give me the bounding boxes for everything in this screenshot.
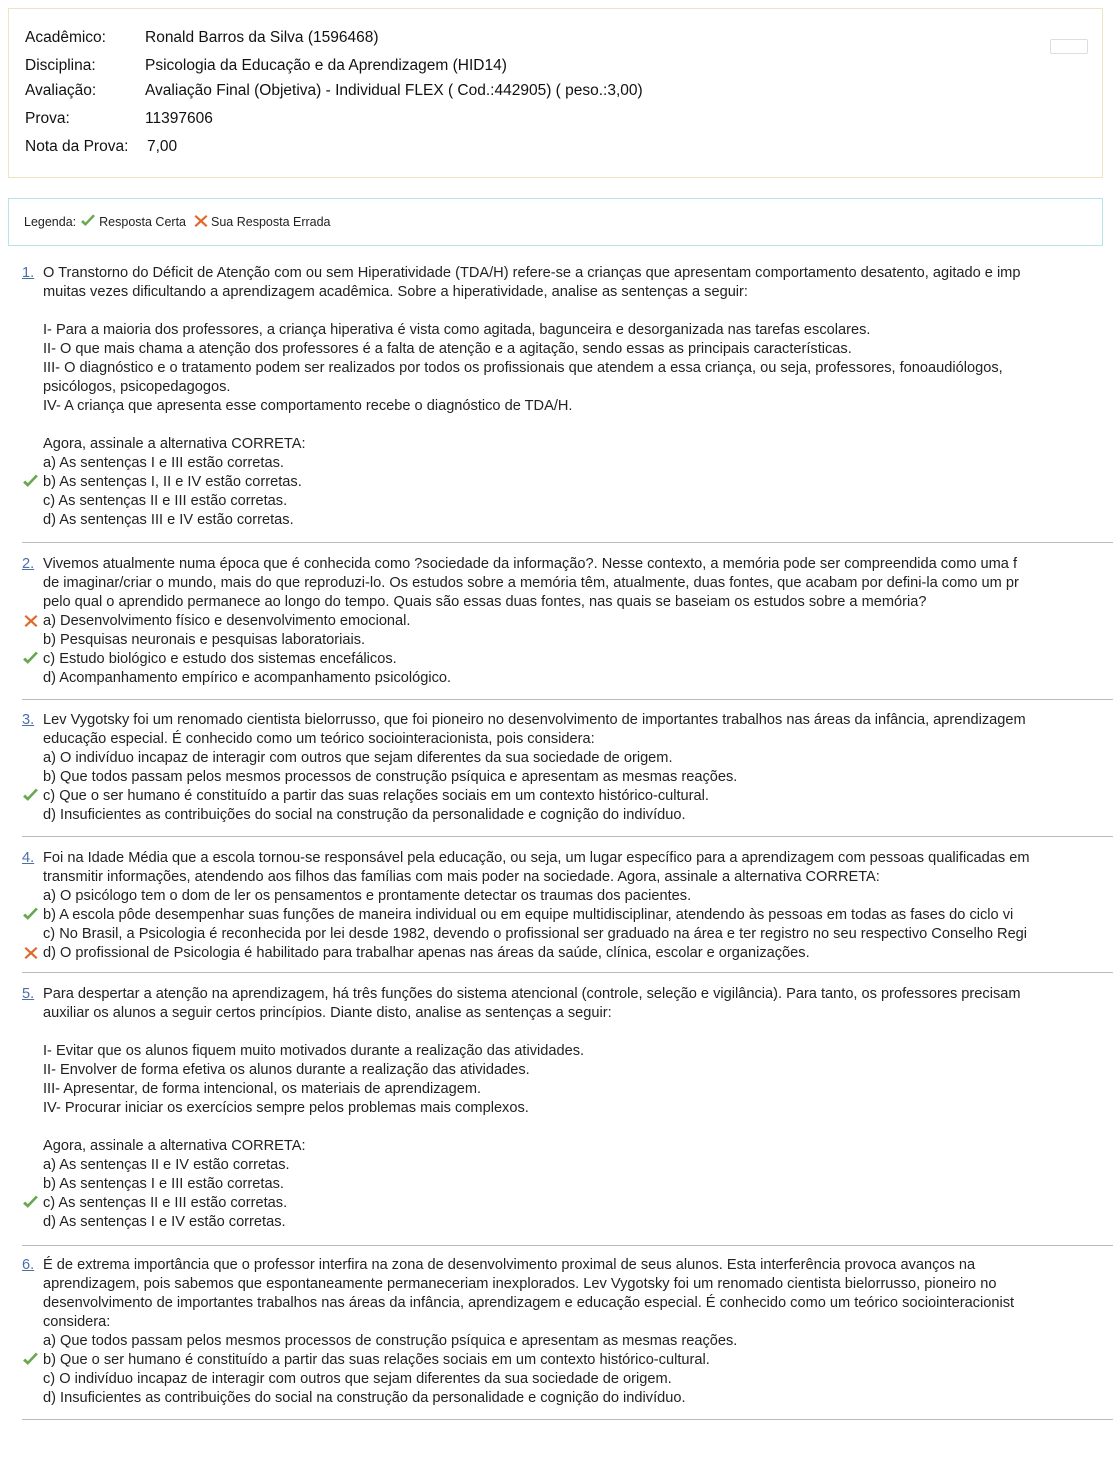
question-1	[22, 264, 1113, 530]
answer-option	[43, 612, 1113, 631]
corner-button[interactable]	[1050, 39, 1088, 54]
statement-line: Lev Vygotsky foi um renomado cientista bielorrusso, que foi pioneiro no desenvolvimento de importantes trabalhos nas áreas da infância, aprendizagem	[43, 712, 1026, 728]
statement-line: É de extrema importância que o professor interfira na zona de desenvolvimento proximal de seus alunos. Esta interferência provoca avanços na	[43, 1257, 976, 1273]
question-3	[22, 711, 1113, 825]
question-number-link[interactable]: 5.	[22, 986, 35, 1002]
answer-option-text: b) Que o ser humano é constituído a partir das suas relações sociais em um contexto histórico-cultural.	[43, 1352, 710, 1368]
blank-line	[43, 1023, 1113, 1042]
answer-option-text: a) O psicólogo tem o dom de ler os pensamentos e prontamente detectar os traumas dos pacientes.	[43, 888, 692, 904]
statement-line: desenvolvimento de importantes trabalhos nas áreas da infância, aprendizagem e educação especial. É conhecido como um teórico sociointeracionist	[43, 1295, 1015, 1311]
header-value: Psicologia da Educação e da Aprendizagem (HID14)	[145, 57, 507, 74]
statement-line: II- O que mais chama a atenção dos professores é a falta de atenção e a agitação, sendo essas as principais características.	[43, 341, 852, 357]
statement-line: Agora, assinale a alternativa CORRETA:	[43, 436, 306, 452]
answer-option	[43, 1156, 1113, 1175]
check-icon	[22, 1352, 39, 1369]
question-divider	[22, 542, 1113, 543]
answer-option	[43, 906, 1113, 925]
answer-option	[43, 887, 1113, 906]
legend-wrong: Sua Resposta Errada	[211, 215, 331, 229]
statement-line: III- O diagnóstico e o tratamento podem ser realizados por todos os profissionais que atendem a essa criança, ou seja, professores, fonoaudiólogos,	[43, 360, 1003, 376]
answer-option-text: d) Insuficientes as contribuições do social na construção da personalidade e cognição do indivíduo.	[43, 1390, 686, 1406]
blank-line	[43, 1118, 1113, 1137]
statement-line: aprendizagem, pois sabemos que espontaneamente permaneceriam inexplorados. Lev Vygotsky foi um renomado cientista bielorrusso, pioneiro no	[43, 1276, 997, 1292]
answer-option	[43, 1194, 1113, 1213]
answer-option-text: c) O indivíduo incapaz de interagir com outros que sejam diferentes da sua sociedade de origem.	[43, 1371, 672, 1387]
statement-line: auxiliar os alunos a seguir certos princípios. Diante disto, analise as sentenças a seguir:	[43, 1005, 612, 1021]
answer-option-text: c) As sentenças II e III estão corretas.	[43, 493, 288, 509]
answer-option	[43, 631, 1113, 650]
question-divider	[22, 1245, 1113, 1246]
answer-option	[43, 925, 1113, 944]
answer-option-text: d) Acompanhamento empírico e acompanhamento psicológico.	[43, 670, 452, 686]
statement-line: I- Para a maioria dos professores, a criança hiperativa é vista como agitada, bagunceira e desorganizada nas tarefas escolares.	[43, 322, 871, 338]
question-number-link[interactable]: 2.	[22, 556, 35, 572]
answer-option	[43, 944, 1113, 963]
statement-line: educação especial. É conhecido como um teórico sociointeracionista, pois considera:	[43, 731, 595, 747]
question-4	[22, 849, 1113, 963]
question-divider	[22, 1419, 1113, 1420]
check-icon	[22, 474, 39, 491]
answer-option-text: b) As sentenças I e III estão corretas.	[43, 1176, 284, 1192]
answer-option-text: d) Insuficientes as contribuições do social na construção da personalidade e cognição do indivíduo.	[43, 807, 686, 823]
check-icon	[22, 788, 39, 805]
answer-option	[43, 1175, 1113, 1194]
statement-line: I- Evitar que os alunos fiquem muito motivados durante a realização das atividades.	[43, 1043, 585, 1059]
answer-option-text: b) Pesquisas neuronais e pesquisas laboratoriais.	[43, 632, 366, 648]
answer-option-text: d) O profissional de Psicologia é habilitado para trabalhar apenas nas áreas da saúde, clínica, escolar e organizações.	[43, 945, 810, 961]
question-statement	[43, 985, 1113, 1156]
statement-line: de imaginar/criar o mundo, mais do que reproduzi-lo. Os estudos sobre a memória têm, atualmente, duas fontes, que acabam por defini-la como um pr	[43, 575, 1019, 591]
question-statement	[43, 555, 1113, 612]
answer-option	[43, 787, 1113, 806]
answer-option	[43, 669, 1113, 688]
statement-line: transmitir informações, atendendo aos filhos das famílias com mais poder na sociedade. Agora, assinale a alternativa CORRETA:	[43, 869, 880, 885]
question-number-link[interactable]: 3.	[22, 712, 35, 728]
answer-option	[43, 1351, 1113, 1370]
statement-line: pelo qual o aprendido permanece ao longo do tempo. Quais são essas duas fontes, nas quais se baseiam os estudos sobre a memória?	[43, 594, 927, 610]
answer-option	[43, 1213, 1113, 1232]
cross-icon	[24, 946, 41, 963]
question-number-link[interactable]: 1.	[22, 265, 35, 281]
question-6	[22, 1256, 1113, 1408]
answer-option-text: a) Que todos passam pelos mesmos processos de construção psíquica e apresentam as mesmas reações.	[43, 1333, 738, 1349]
statement-line: IV- Procurar iniciar os exercícios sempre pelos problemas mais complexos.	[43, 1100, 529, 1116]
header-label: Avaliação:	[25, 82, 97, 99]
answer-option-text: b) A escola pôde desempenhar suas funções de maneira individual ou em equipe multidisciplinar, atendendo às pessoas em todas as fases do ciclo vi	[43, 907, 1014, 923]
check-icon	[22, 907, 39, 924]
question-2	[22, 555, 1113, 688]
answer-option	[43, 492, 1113, 511]
header-label: Prova:	[25, 110, 70, 127]
answer-option	[43, 1370, 1113, 1389]
header-value: Ronald Barros da Silva (1596468)	[145, 29, 379, 46]
statement-line: considera:	[43, 1314, 111, 1330]
question-statement	[43, 264, 1113, 454]
cross-icon	[24, 614, 41, 631]
statement-line: Vivemos atualmente numa época que é conhecida como ?sociedade da informação?. Nesse contexto, a memória pode ser compreendida como uma f	[43, 556, 1018, 572]
answer-option-text: a) As sentenças II e IV estão corretas.	[43, 1157, 290, 1173]
statement-line: O Transtorno do Déficit de Atenção com ou sem Hiperatividade (TDA/H) refere-se a crianças que apresentam comportamento desatento, agitado e imp	[43, 265, 1021, 281]
blank-line	[43, 302, 1113, 321]
question-statement	[43, 1256, 1113, 1332]
exam-header	[8, 8, 1103, 178]
question-statement	[43, 849, 1113, 887]
answer-option-text: c) As sentenças II e III estão corretas.	[43, 1195, 288, 1211]
statement-line: Para despertar a atenção na aprendizagem, há três funções do sistema atencional (controle, seleção e vigilância). Para tanto, os professores precisam	[43, 986, 1021, 1002]
answer-option-text: b) As sentenças I, II e IV estão corretas.	[43, 474, 302, 490]
statement-line: IV- A criança que apresenta esse comportamento recebe o diagnóstico de TDA/H.	[43, 398, 573, 414]
answer-option	[43, 768, 1113, 787]
statement-line: muitas vezes dificultando a aprendizagem acadêmica. Sobre a hiperatividade, analise as sentenças a seguir:	[43, 284, 748, 300]
statement-line: Foi na Idade Média que a escola tornou-se responsável pela educação, ou seja, um lugar específico para a aprendizagem com pessoas qualificadas em	[43, 850, 1030, 866]
check-icon	[80, 214, 96, 231]
answer-option-text: a) Desenvolvimento físico e desenvolvimento emocional.	[43, 613, 411, 629]
answer-option-text: c) Estudo biológico e estudo dos sistemas encefálicos.	[43, 651, 397, 667]
header-label: Acadêmico:	[25, 29, 106, 46]
header-label: Nota da Prova:	[25, 138, 129, 155]
header-value: 7,00	[147, 138, 178, 155]
question-statement	[43, 711, 1113, 749]
question-divider	[22, 972, 1113, 973]
answer-option	[43, 1332, 1113, 1351]
answer-option-text: d) As sentenças I e IV estão corretas.	[43, 1214, 286, 1230]
statement-line: II- Envolver de forma efetiva os alunos durante a realização das atividades.	[43, 1062, 530, 1078]
header-value: 11397606	[145, 110, 213, 127]
statement-line: III- Apresentar, de forma intencional, os materiais de aprendizagem.	[43, 1081, 482, 1097]
question-number-link[interactable]: 6.	[22, 1257, 35, 1273]
check-icon	[22, 651, 39, 668]
answer-option	[43, 473, 1113, 492]
header-label: Disciplina:	[25, 57, 96, 74]
question-number-link[interactable]: 4.	[22, 850, 35, 866]
statement-line: psicólogos, psicopedagogos.	[43, 379, 231, 395]
answer-option-text: c) Que o ser humano é constituído a partir das suas relações sociais em um contexto histórico-cultural.	[43, 788, 709, 804]
question-5	[22, 985, 1113, 1232]
statement-line: Agora, assinale a alternativa CORRETA:	[43, 1138, 306, 1154]
answer-option	[43, 511, 1113, 530]
legend-correct: Resposta Certa	[99, 215, 186, 229]
legend-label: Legenda:	[24, 215, 77, 229]
answer-option	[43, 1389, 1113, 1408]
question-divider	[22, 836, 1113, 837]
answer-option-text: d) As sentenças III e IV estão corretas.	[43, 512, 294, 528]
answer-option-text: b) Que todos passam pelos mesmos processos de construção psíquica e apresentam as mesmas reações.	[43, 769, 738, 785]
answer-option-text: a) O indivíduo incapaz de interagir com outros que sejam diferentes da sua sociedade de origem.	[43, 750, 673, 766]
blank-line	[43, 416, 1113, 435]
header-value: Avaliação Final (Objetiva) - Individual FLEX ( Cod.:442905) ( peso.:3,00)	[145, 82, 643, 99]
answer-option	[43, 650, 1113, 669]
legend	[8, 198, 1103, 246]
question-divider	[22, 699, 1113, 700]
cross-icon	[194, 214, 208, 231]
answer-option	[43, 806, 1113, 825]
check-icon	[22, 1195, 39, 1212]
answer-option	[43, 454, 1113, 473]
answer-option-text: a) As sentenças I e III estão corretas.	[43, 455, 284, 471]
answer-option	[43, 749, 1113, 768]
answer-option-text: c) No Brasil, a Psicologia é reconhecida por lei desde 1982, devendo o profissional ser graduado na área e ter registro no seu respectivo Conselho Regi	[43, 926, 1028, 942]
